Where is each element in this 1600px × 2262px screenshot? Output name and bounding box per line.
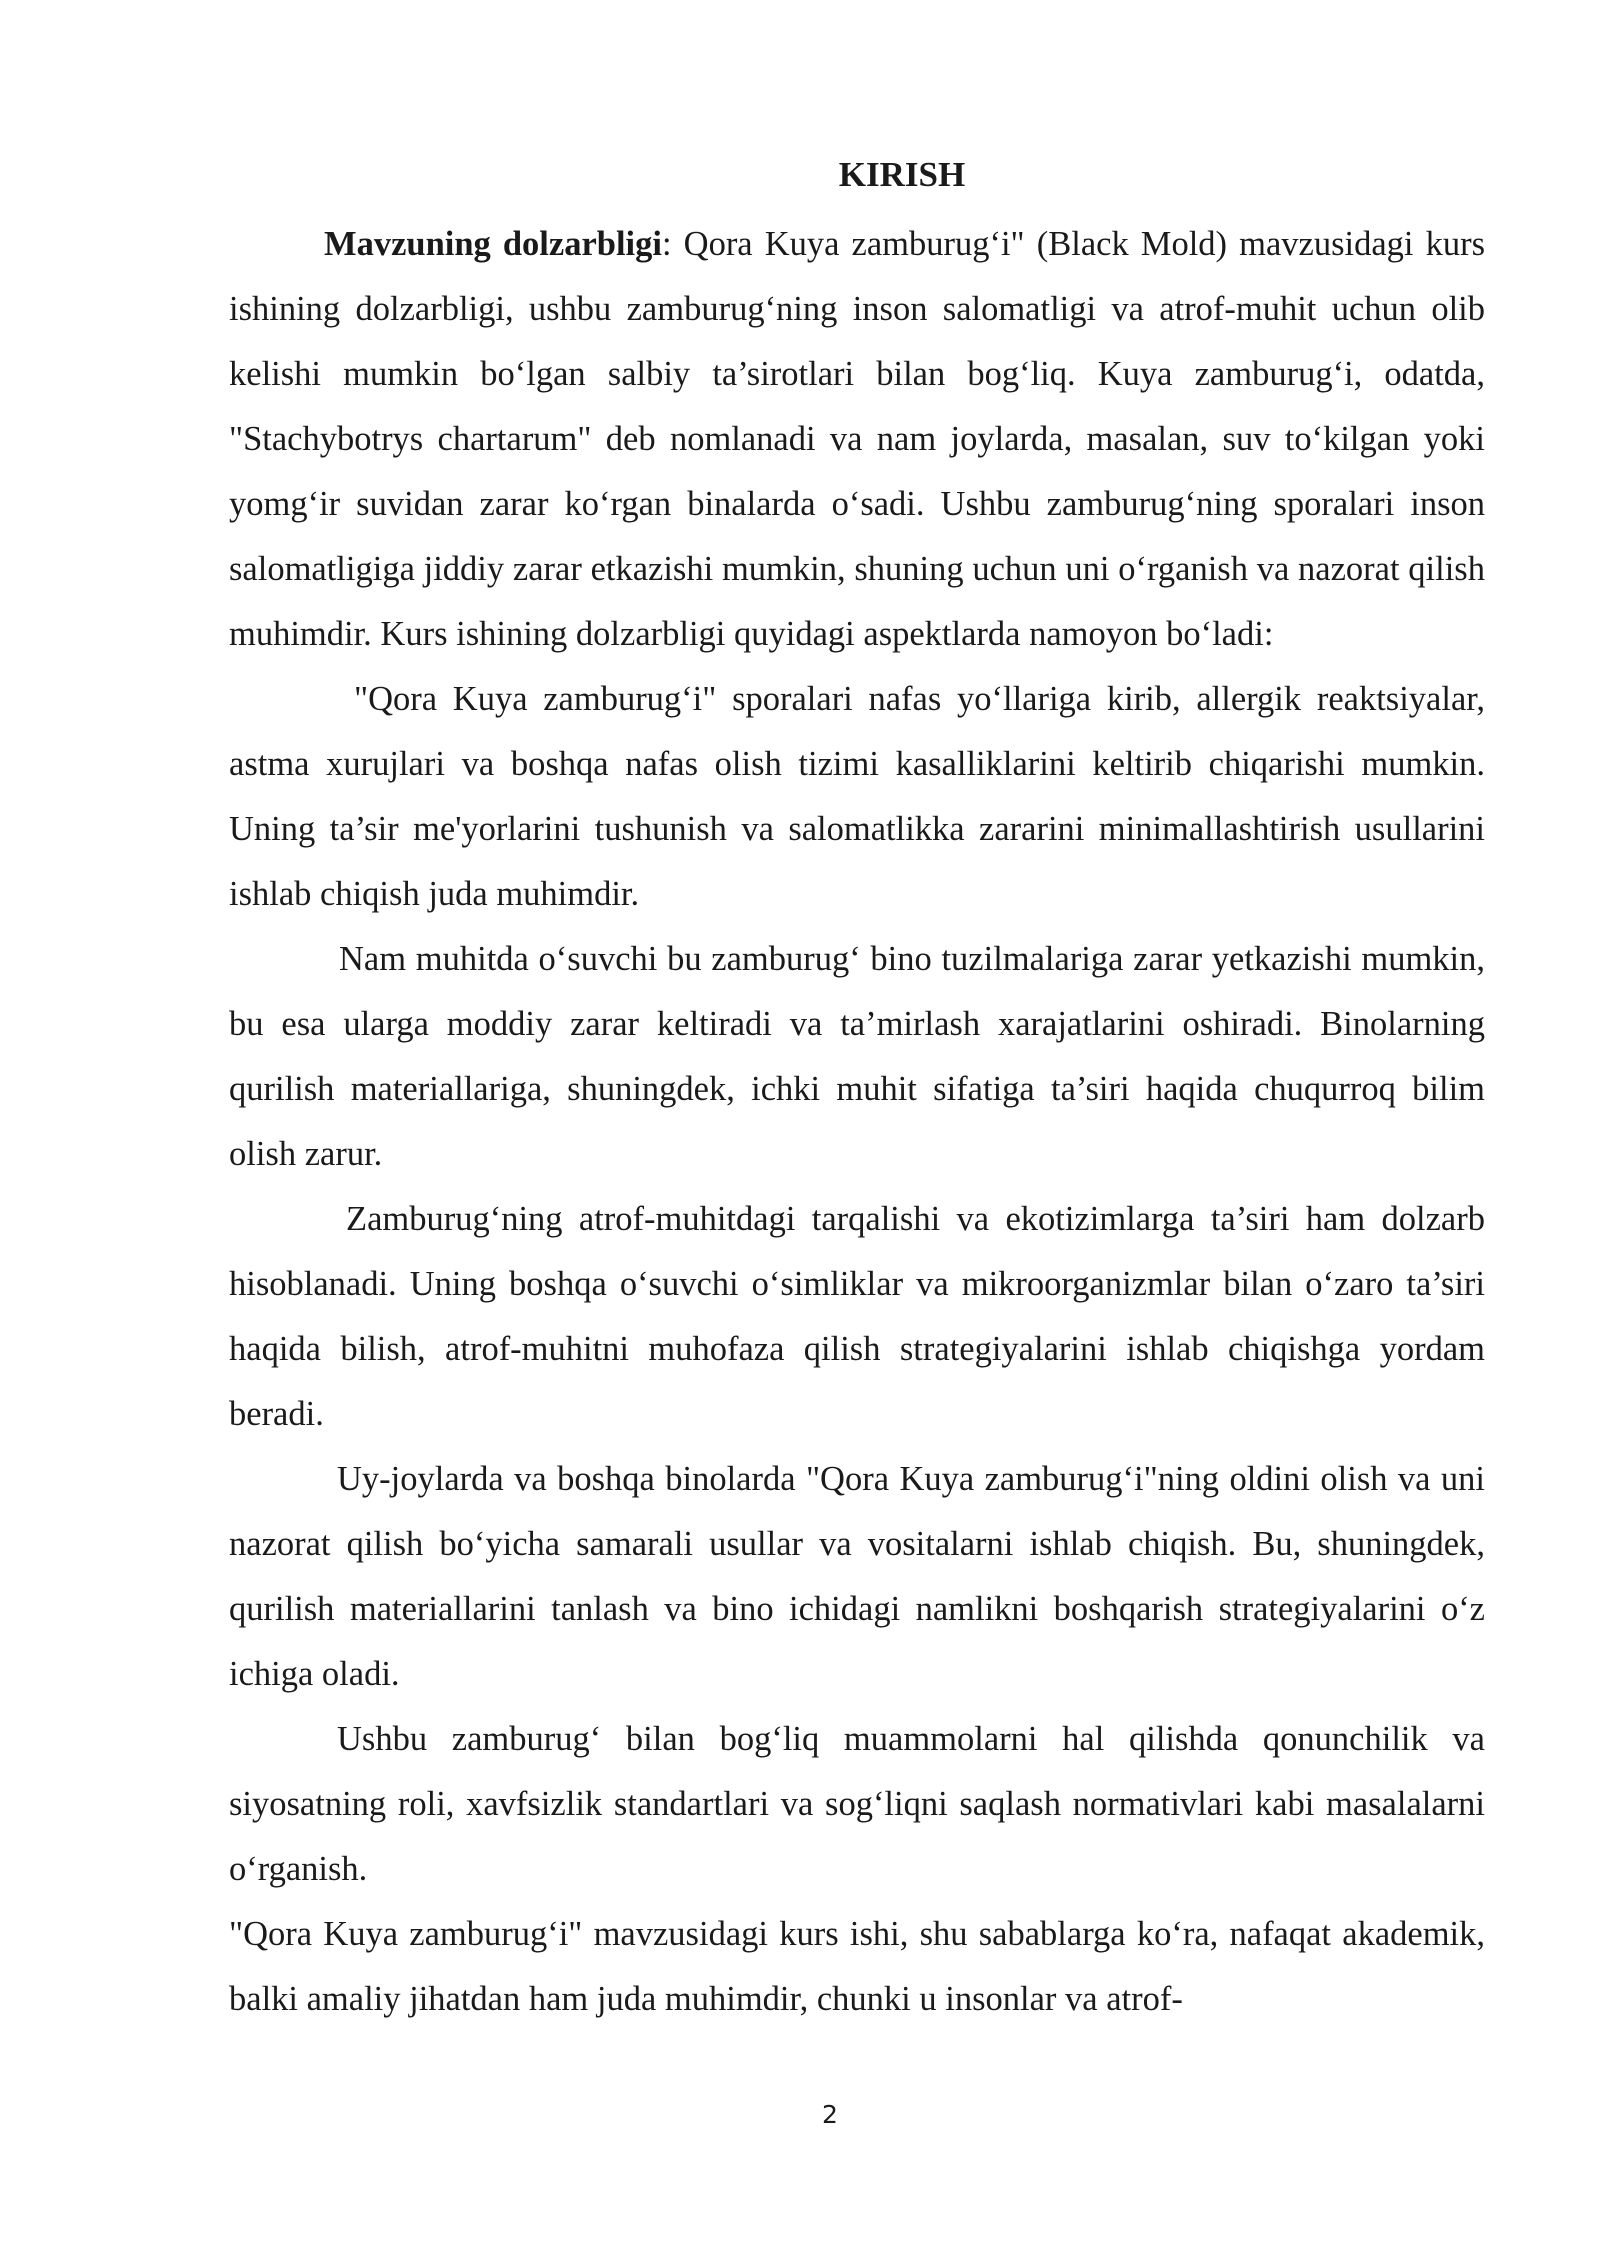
page-number: 2 [822,2100,838,2129]
intro-text: Qora Kuya zamburug‘i" (Black Mold) mavzusidagi kurs ishining dolzarbligi, ushbu zamburug‘ning inson salomatligi va atrof-muhit uchun olib kelishi mumkin bo‘lgan salbiy ta’sirotlari bilan bog‘liq. Kuya zamburug‘i, odatda, "Stachybotrys chartarum" deb nomlanadi va nam joylarda, masalan, suv to‘kilgan yoki yomg‘ir suvidan zarar ko‘rgan binalarda o‘sadi. Ushbu zamburug‘ning sporalari inson salomatligiga jiddiy zarar etkazishi mumkin, shuning uchun uni o‘rganish va nazorat qilish muhimdir. Kurs ishining dolzarbligi quyidagi aspektlarda namoyon bo‘ladi: [229,225,1486,653]
paragraph-conclusion: "Qora Kuya zamburug‘i" mavzusidagi kurs ishi, shu sabablarga ko‘ra, nafaqat akademik, balki amaliy jihatdan ham juda muhimdir, chunki u insonlar va atrof- [229,1915,1485,2018]
paragraph-buildings: Nam muhitda o‘suvchi bu zamburug‘ bino tuzilmalariga zarar yetkazishi mumkin, bu esa ularga moddiy zarar keltiradi va ta’mirlash xarajatlarini oshiradi. Binolarning qurilish materiallariga, shuningdek, ichki muhit sifatiga ta’siri haqida chuqurroq bilim olish zarur. [229,940,1485,1173]
paragraph-intro [229,212,1485,667]
paragraph-health: "Qora Kuya zamburug‘i" sporalari nafas yo‘llariga kirib, allergik reaktsiyalar, astma xurujlari va boshqa nafas olish tizimi kasalliklarini keltirib chiqarishi mumkin. Uning ta’sir me'yorlarini tushunish va salomatlikka zararini minimallashtirish usullarini ishlab chiqish juda muhimdir. [229,680,1485,913]
paragraph-prevention: Uy-joylarda va boshqa binolarda "Qora Kuya zamburug‘i"ning oldini olish va uni nazorat qilish bo‘yicha samarali usullar va vositalarni ishlab chiqish. Bu, shuningdek, qurilish materiallarini tanlash va bino ichidagi namlikni boshqarish strategiyalarini o‘z ichiga oladi. [229,1460,1485,1693]
intro-label: Mavzuning dolzarbligi [324,225,662,263]
paragraph-legislation: Ushbu zamburug‘ bilan bog‘liq muammolarni hal qilishda qonunchilik va siyosatning roli, xavfsizlik standartlari va sog‘liqni saqlash normativlari kabi masalalarni o‘rganish. [229,1720,1485,1888]
page-content [229,148,1485,2032]
page-title: KIRISH [838,155,966,194]
intro-colon: : [661,225,672,263]
paragraph-environment: Zamburug‘ning atrof-muhitdagi tarqalishi va ekotizimlarga ta’siri ham dolzarb hisoblanadi. Uning boshqa o‘suvchi o‘simliklar va mikroorganizmlar bilan o‘zaro ta’siri haqida bilish, atrof-muhitni muhofaza qilish strategiyalarini ishlab chiqishga yordam beradi. [229,1200,1485,1433]
